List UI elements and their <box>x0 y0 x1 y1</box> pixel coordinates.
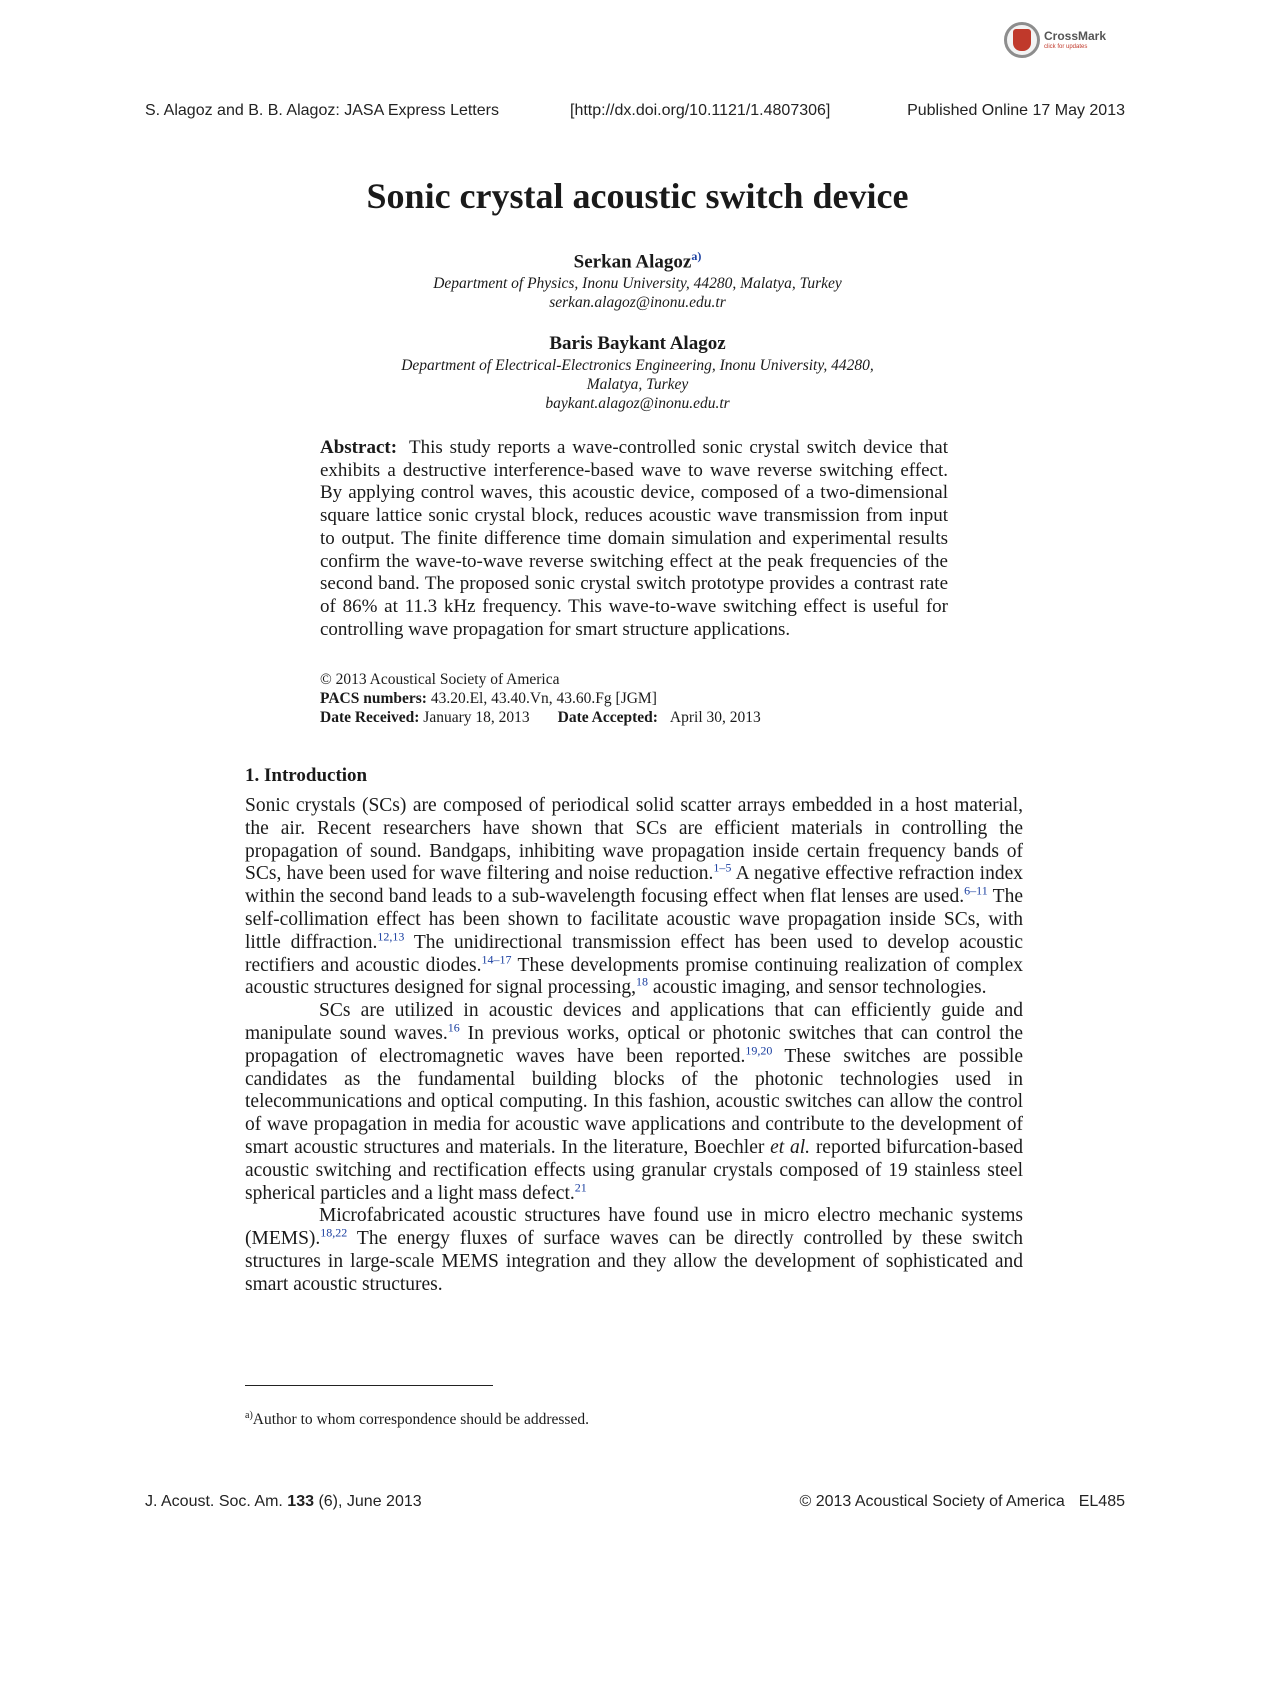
pacs-line: PACS numbers: 43.20.El, 43.40.Vn, 43.60.Fg [JGM] <box>320 690 657 707</box>
citation-ref[interactable]: 12,13 <box>377 929 405 944</box>
crossmark-badge[interactable] <box>1004 19 1110 61</box>
article-meta <box>320 670 948 727</box>
author-email[interactable]: baykant.alagoz@inonu.edu.tr <box>545 395 730 412</box>
footer-right <box>799 1493 1125 1511</box>
citation-ref[interactable]: 6–11 <box>964 883 988 898</box>
abstract <box>320 437 948 641</box>
paragraph-1: Sonic crystals (SCs) are composed of periodical solid scatter arrays embedded in a host material, the air. Recent researchers have shown that SCs are efficient materials in controlling the propagation of sound. Bandgaps, inhibiting wave propagation inside certain frequency bands of SCs, have been used for wave filtering and noise reduction.$^{1-5}$ A negative effective refraction index within the second band leads to a sub-wavelength focusing effect when flat lenses are used.$^{6-11}$ The self-collimation effect has been shown to facilitate acoustic wave propagation inside SCs, with little diffraction.$^{12,13}$ The unidirectional transmission effect has been used to develop acoustic rectifiers and acoustic diodes.$^{14-17}$ These developments promise continuing realization of complex acoustic structures designed for signal processing,$^{18}$ acoustic imaging, and sensor technologies. <box>245 795 1024 999</box>
citation-ref[interactable]: 14–17 <box>481 952 512 967</box>
citation-ref[interactable]: 1–5 <box>713 860 732 875</box>
author-block-1 <box>0 244 1275 312</box>
citation-ref[interactable]: 18,22 <box>320 1225 348 1240</box>
author-affiliation: Department of Electrical-Electronics Engineering, Inonu University, 44280, <box>401 357 874 374</box>
paragraph-2: SCs are utilized in acoustic devices and applications that can efficiently guide and manipulate sound waves.$^{16}$ In previous works, optical or photonic switches that can control the propagation of electromagnetic waves have been reported.$^{19,20}$ These switches are possible candidates as the fundamental building blocks of the photonic technologies used in telecommunications and optical computing. In this fashion, acoustic switches can allow the control of wave propagation in media for acoustic wave applications and contribute to the development of smart acoustic structures and materials. In the literature, Boechler et al. reported bifurcation-based acoustic switching and rectification effects using granular crystals composed of 19 stainless steel spherical particles and a light mass defect.$^{21}$ <box>245 1000 1023 1204</box>
author-name: Baris Baykant Alagoz <box>549 333 726 354</box>
footnote <box>245 1410 589 1429</box>
crossmark-subtitle: click for updates <box>1044 44 1088 50</box>
section-body <box>245 795 1023 1297</box>
dates-line: Date Received: January 18, 2013 Date Accepted: April 30, 2013 <box>320 709 761 726</box>
citation-ref[interactable]: 19,20 <box>745 1043 773 1058</box>
crossmark-title: CrossMark <box>1044 29 1107 43</box>
citation-ref[interactable]: 18 <box>635 974 648 989</box>
running-head-authors: S. Alagoz and B. B. Alagoz: JASA Express Letters <box>145 102 499 119</box>
doi-link[interactable]: [http://dx.doi.org/10.1121/1.4807306] <box>570 102 831 119</box>
abstract-text: This study reports a wave-controlled sonic crystal switch device that exhibits a destructive interference-based wave to wave reverse switching effect. By applying control waves, this acoustic device, composed of a two-dimensional square lattice sonic crystal block, reduces acoustic wave transmission from input to output. The finite difference time domain simulation and experimental results confirm the wave-to-wave reverse switching effect at the peak frequencies of the second band. The proposed sonic crystal switch prototype provides a contrast rate of 86% at 11.3 kHz frequency. This wave-to-wave switching effect is useful for controlling wave propagation for smart structure applications. <box>320 437 948 640</box>
page-footer <box>145 1493 1125 1513</box>
author-block-2 <box>0 332 1275 413</box>
running-head <box>145 102 1125 122</box>
footnote-text: Author to whom correspondence should be addressed. <box>252 1411 589 1429</box>
author-footnote-mark[interactable]: a) <box>691 249 702 263</box>
copyright-line: © 2013 Acoustical Society of America <box>320 671 560 688</box>
author-name: Serkan Alagoz$^{a)}$ <box>573 249 702 273</box>
crossmark-icon <box>1004 22 1040 58</box>
journal-citation: J. Acoust. Soc. Am. 133 (6), June 2013 <box>145 1493 422 1510</box>
footnote-divider <box>245 1385 493 1386</box>
author-affiliation: Department of Physics, Inonu University, 44280, Malatya, Turkey <box>433 275 842 293</box>
author-email[interactable]: serkan.alagoz@inonu.edu.tr <box>549 294 726 312</box>
footer-copyright: © 2013 Acoustical Society of America <box>799 1493 1065 1510</box>
author-affiliation-cont: Malatya, Turkey <box>586 376 689 393</box>
paper-title: Sonic crystal acoustic switch device <box>366 176 909 216</box>
page-number: EL485 <box>1078 1493 1125 1510</box>
citation-ref[interactable]: 21 <box>574 1180 587 1195</box>
footnote-mark: a) <box>245 1410 253 1421</box>
published-date: Published Online 17 May 2013 <box>907 102 1125 119</box>
section-heading: 1. Introduction <box>245 765 368 786</box>
abstract-label: Abstract: <box>320 437 398 458</box>
paragraph-3: Microfabricated acoustic structures have found use in micro electro mechanic systems (MEMS).$^{18,22}$ The energy fluxes of surface waves can be directly controlled by these switch structures in large-scale MEMS integration and they allow the development of sophisticated and smart acoustic structures. <box>245 1205 1023 1295</box>
citation-ref[interactable]: 16 <box>447 1020 460 1035</box>
